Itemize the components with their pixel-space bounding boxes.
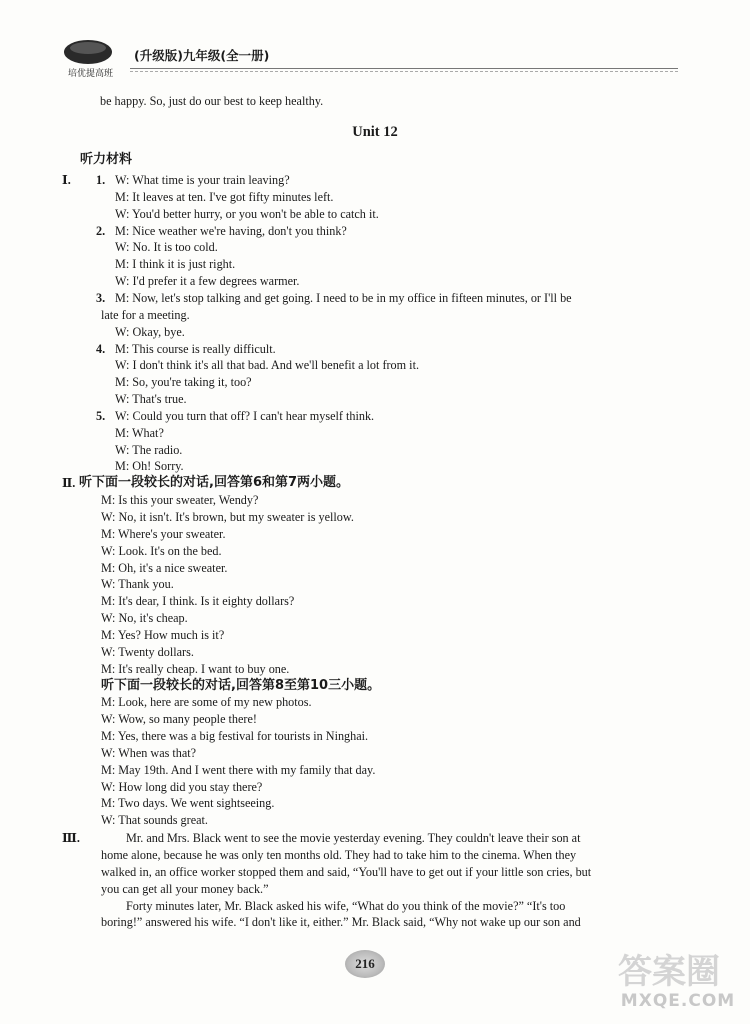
item-number: 1. bbox=[96, 173, 106, 187]
dialog-line: M: It's dear, I think. Is it eighty dollars? bbox=[101, 594, 295, 609]
dialog-line: M: What? bbox=[115, 425, 164, 440]
dialog-line: M: Nice weather we're having, don't you think? bbox=[115, 223, 347, 238]
dialog-line: M: It leaves at ten. I've got fifty minutes left. bbox=[115, 189, 334, 204]
dialog-line: M: It's really cheap. I want to buy one. bbox=[101, 661, 290, 676]
paragraph-line: you can get all your money back.” bbox=[101, 881, 269, 896]
dialog-line: W: The radio. bbox=[115, 442, 183, 457]
part-label: Ⅱ. bbox=[62, 476, 76, 491]
dialog-line: W: Wow, so many people there! bbox=[101, 712, 257, 727]
dialog-line: M: So, you're taking it, too? bbox=[115, 375, 252, 390]
dialog-line: M: Where's your sweater. bbox=[101, 526, 226, 541]
dialog-line: W: What time is your train leaving? bbox=[115, 173, 290, 187]
question-intro: 听下面一段较长的对话,回答第8至第10三小题。 bbox=[101, 677, 381, 693]
section-heading: 听力材料 bbox=[80, 152, 133, 167]
watermark bbox=[612, 945, 744, 1015]
watermark-logo-icon bbox=[612, 945, 744, 991]
header-rule bbox=[130, 68, 678, 69]
page-number: 216 bbox=[345, 950, 385, 978]
dialog-line: W: When was that? bbox=[101, 745, 197, 760]
dialog-line: W: No, it isn't. It's brown, but my sweater is yellow. bbox=[101, 510, 354, 524]
unit-title: Unit 12 bbox=[352, 124, 398, 140]
question-intro: 听下面一段较长的对话,回答第6和第7两小题。 bbox=[79, 475, 350, 491]
dialog-line: W: How long did you stay there? bbox=[101, 779, 263, 794]
text-line: be happy. So, just do our best to keep healthy. bbox=[100, 94, 324, 108]
header-rule-dashed bbox=[130, 71, 678, 72]
dialog-line: W: That sounds great. bbox=[101, 813, 208, 828]
item-number: 2. bbox=[96, 223, 106, 238]
part-label: Ⅰ. bbox=[62, 173, 71, 187]
paragraph-line: walked in, an office worker stopped them and said, “You'll have to get out if your little son cries, but bbox=[101, 864, 592, 879]
dialog-line: M: Two days. We went sightseeing. bbox=[101, 796, 275, 811]
series-title: (升级版)九年级(全一册) bbox=[134, 48, 270, 63]
dialog-line: W: Thank you. bbox=[101, 577, 174, 592]
series-logo bbox=[58, 34, 132, 82]
dialog-line: W: No, it's cheap. bbox=[101, 611, 188, 626]
paragraph-line: Forty minutes later, Mr. Black asked his wife, “What do you think of the movie?” “It's too bbox=[126, 898, 566, 913]
dialog-line: W: No. It is too cold. bbox=[115, 240, 218, 255]
dialog-line: W: Okay, bye. bbox=[115, 324, 185, 339]
dialog-line: W: That's true. bbox=[115, 392, 187, 407]
dialog-line: M: Yes, there was a big festival for tourists in Ninghai. bbox=[101, 729, 369, 744]
paragraph-line: home alone, because he was only ten months old. They had to take him to the cinema. When they bbox=[101, 848, 577, 862]
dialog-line: W: You'd better hurry, or you won't be able to catch it. bbox=[115, 206, 379, 221]
dialog-line: M: Look, here are some of my new photos. bbox=[101, 695, 312, 710]
paragraph-line: boring!” answered his wife. “I don't like it, either.” Mr. Black said, “Why not wake up our son and bbox=[101, 915, 581, 930]
dialog-line: M: May 19th. And I went there with my family that day. bbox=[101, 762, 376, 777]
dialog-line: W: I'd prefer it a few degrees warmer. bbox=[115, 274, 300, 289]
watermark-text: MXQE.COM bbox=[620, 991, 736, 1011]
dialog-line: late for a meeting. bbox=[101, 307, 190, 322]
dialog-line: W: Twenty dollars. bbox=[101, 644, 194, 659]
dialog-line: M: Oh, it's a nice sweater. bbox=[101, 560, 228, 575]
dialog-line: M: Oh! Sorry. bbox=[115, 459, 184, 474]
item-number: 5. bbox=[96, 408, 106, 423]
dialog-line: M: Now, let's stop talking and get going. I need to be in my office in fifteen minutes, or I'll be bbox=[115, 290, 572, 305]
logo-text: 培优提高班 bbox=[68, 69, 114, 79]
dialog-line: M: Is this your sweater, Wendy? bbox=[101, 493, 259, 508]
dialog-line: M: This course is really difficult. bbox=[115, 341, 276, 356]
part-label: Ⅲ. bbox=[62, 831, 80, 846]
item-number: 4. bbox=[96, 341, 106, 356]
dialog-line: M: Yes? How much is it? bbox=[101, 627, 225, 642]
item-number: 3. bbox=[96, 290, 106, 305]
dialog-line: W: Could you turn that off? I can't hear myself think. bbox=[115, 408, 375, 423]
dialog-line: W: Look. It's on the bed. bbox=[101, 543, 222, 558]
dialog-line: W: I don't think it's all that bad. And we'll benefit a lot from it. bbox=[115, 358, 419, 373]
paragraph-line: Mr. and Mrs. Black went to see the movie yesterday evening. They couldn't leave their son at bbox=[126, 831, 581, 846]
watermark-glyphs: 答案圈 bbox=[618, 952, 720, 991]
page-header bbox=[58, 32, 678, 84]
dialog-line: M: I think it is just right. bbox=[115, 257, 236, 272]
